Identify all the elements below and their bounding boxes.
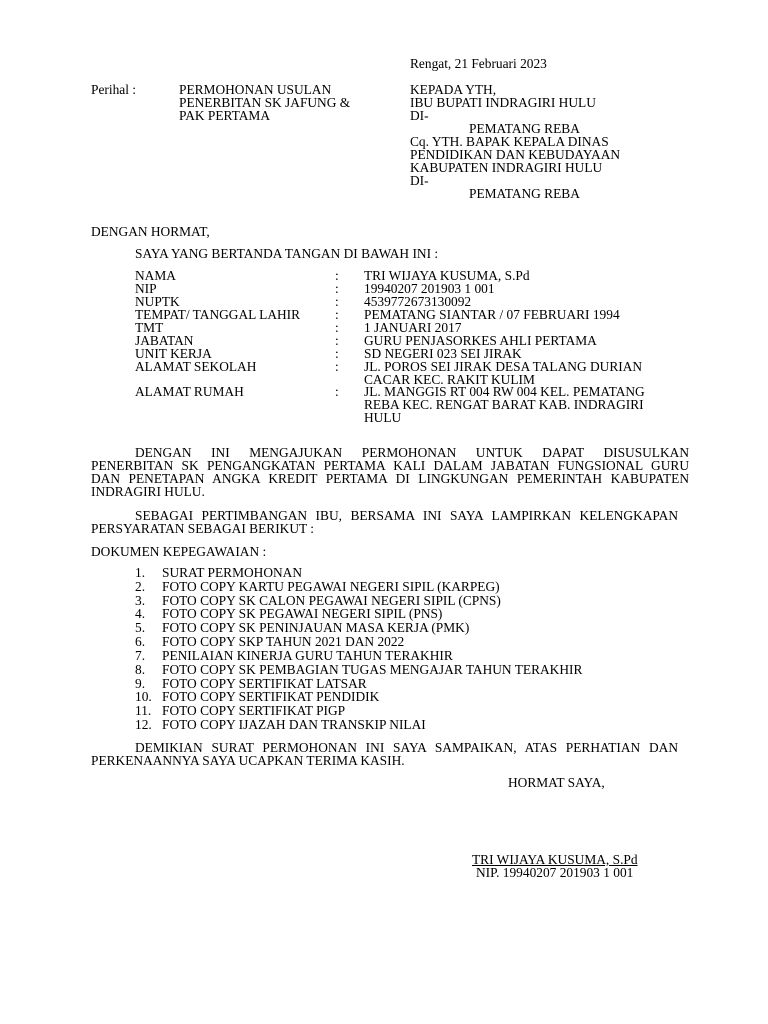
identity-value: 4539772673130092 [364, 294, 472, 309]
identity-value: 19940207 201903 1 001 [364, 281, 495, 296]
list-number: 3. [135, 593, 146, 608]
request-paragraph [91, 446, 689, 498]
recipient-line: KEPADA YTH, [410, 82, 497, 97]
intro-line: SAYA YANG BERTANDA TANGAN DI BAWAH INI : [135, 246, 439, 261]
identity-colon: : [335, 384, 339, 399]
recipient-block [410, 83, 596, 122]
identity-label: UNIT KERJA [135, 346, 212, 361]
list-text: FOTO COPY KARTU PEGAWAI NEGERI SIPIL (KARPEG) [162, 579, 500, 594]
paragraph-line: DENGAN INI MENGAJUKAN PERMOHONAN UNTUK DAPAT DISUSULKAN [135, 445, 689, 460]
identity-label: JABATAN [135, 333, 194, 348]
list-text: FOTO COPY SERTIFIKAT PIGP [162, 703, 346, 718]
recipient-cq-line: KABUPATEN INDRAGIRI HULU [410, 160, 603, 175]
list-text: FOTO COPY SK PENINJAUAN MASA KERJA (PMK) [162, 620, 470, 635]
perihal-line: PENERBITAN SK JAFUNG & [179, 95, 351, 110]
identity-value: JL. MANGGIS RT 004 RW 004 KEL. PEMATANG REBA KEC. RENGAT BARAT KAB. INDRAGIRI HULU [364, 384, 645, 425]
paragraph-line: DEMIKIAN SURAT PERMOHONAN INI SAYA SAMPAIKAN, ATAS PERHATIAN DAN [135, 740, 678, 755]
identity-label: TMT [135, 320, 164, 335]
recipient-place: PEMATANG REBA [469, 186, 580, 201]
list-number: 8. [135, 662, 146, 677]
recipient-cq-block [410, 135, 620, 187]
recipient-line: DI- [410, 108, 429, 123]
signature-nip: NIP. 19940207 201903 1 001 [476, 865, 634, 880]
identity-label: ALAMAT RUMAH [135, 384, 244, 399]
recipient-line: IBU BUPATI INDRAGIRI HULU [410, 95, 596, 110]
identity-colon: : [335, 320, 339, 335]
paragraph-line: PERSYARATAN SEBAGAI BERIKUT : [91, 521, 314, 536]
list-text: FOTO COPY SK PEMBAGIAN TUGAS MENGAJAR TAHUN TERAKHIR [162, 662, 583, 677]
identity-colon: : [335, 359, 339, 374]
perihal-line: PAK PERTAMA [179, 108, 271, 123]
identity-value: JL. POROS SEI JIRAK DESA TALANG DURIAN CACAR KEC. RAKIT KULIM [364, 359, 643, 387]
identity-label: TEMPAT/ TANGGAL LAHIR [135, 307, 301, 322]
identity-colon: : [335, 333, 339, 348]
list-number: 7. [135, 648, 146, 663]
identity-value: 1 JANUARI 2017 [364, 320, 462, 335]
identity-value: TRI WIJAYA KUSUMA, S.Pd [364, 268, 530, 283]
list-number: 12. [135, 717, 152, 732]
consideration-paragraph [91, 509, 678, 535]
perihal-label: Perihal : [91, 82, 136, 97]
identity-colon: : [335, 281, 339, 296]
list-number: 11. [135, 703, 152, 718]
list-number: 10. [135, 689, 152, 704]
identity-value: PEMATANG SIANTAR / 07 FEBRUARI 1994 [364, 307, 620, 322]
list-number: 4. [135, 606, 146, 621]
list-number: 5. [135, 620, 146, 635]
list-number: 9. [135, 676, 146, 691]
identity-row [135, 359, 695, 387]
paragraph-line: DAN PENETAPAN ANGKA KREDIT PERTAMA DI LINGKUNGAN PEMERINTAH KABUPATEN [91, 471, 689, 486]
paragraph-line: SEBAGAI PERTIMBANGAN IBU, BERSAMA INI SAYA LAMPIRKAN KELENGKAPAN [135, 508, 678, 523]
closing-paragraph [91, 741, 678, 767]
list-text: FOTO COPY SKP TAHUN 2021 DAN 2022 [162, 634, 405, 649]
identity-row [135, 384, 695, 425]
paragraph-line: PENERBITAN SK PENGANGKATAN PERTAMA KALI DALAM JABATAN FUNGSIONAL GURU [91, 458, 689, 473]
list-number: 6. [135, 634, 146, 649]
signature-name: TRI WIJAYA KUSUMA, S.Pd [472, 852, 638, 867]
list-text: FOTO COPY SERTIFIKAT LATSAR [162, 676, 367, 691]
perihal-line: PERMOHONAN USULAN [179, 82, 332, 97]
identity-colon: : [335, 307, 339, 322]
recipient-cq-line: DI- [410, 173, 429, 188]
identity-label: NUPTK [135, 294, 180, 309]
recipient-cq-line: PENDIDIKAN DAN KEBUDAYAAN [410, 147, 621, 162]
list-text: FOTO COPY IJAZAH DAN TRANSKIP NILAI [162, 717, 426, 732]
perihal-subject [179, 83, 350, 122]
identity-colon: : [335, 294, 339, 309]
letter-date: Rengat, 21 Februari 2023 [410, 56, 547, 71]
list-text: FOTO COPY SK PEGAWAI NEGERI SIPIL (PNS) [162, 606, 443, 621]
identity-colon: : [335, 268, 339, 283]
identity-colon: : [335, 346, 339, 361]
paragraph-line: INDRAGIRI HULU. [91, 484, 205, 499]
list-text: PENILAIAN KINERJA GURU TAHUN TERAKHIR [162, 648, 453, 663]
identity-label: NAMA [135, 268, 176, 283]
identity-value: GURU PENJASORKES AHLI PERTAMA [364, 333, 597, 348]
list-text: FOTO COPY SERTIFIKAT PENDIDIK [162, 689, 380, 704]
greeting: DENGAN HORMAT, [91, 224, 210, 239]
list-text: FOTO COPY SK CALON PEGAWAI NEGERI SIPIL (CPNS) [162, 593, 501, 608]
documents-heading: DOKUMEN KEPEGAWAIAN : [91, 544, 267, 559]
recipient-cq-line: Cq. YTH. BAPAK KEPALA DINAS [410, 134, 609, 149]
identity-value: SD NEGERI 023 SEI JIRAK [364, 346, 522, 361]
signature-salutation: HORMAT SAYA, [508, 775, 605, 790]
list-text: SURAT PERMOHONAN [162, 565, 303, 580]
identity-label: NIP [135, 281, 157, 296]
list-number: 2. [135, 579, 146, 594]
identity-label: ALAMAT SEKOLAH [135, 359, 257, 374]
list-number: 1. [135, 565, 146, 580]
recipient-place: PEMATANG REBA [469, 121, 580, 136]
paragraph-line: PERKENAANNYA SAYA UCAPKAN TERIMA KASIH. [91, 753, 405, 768]
